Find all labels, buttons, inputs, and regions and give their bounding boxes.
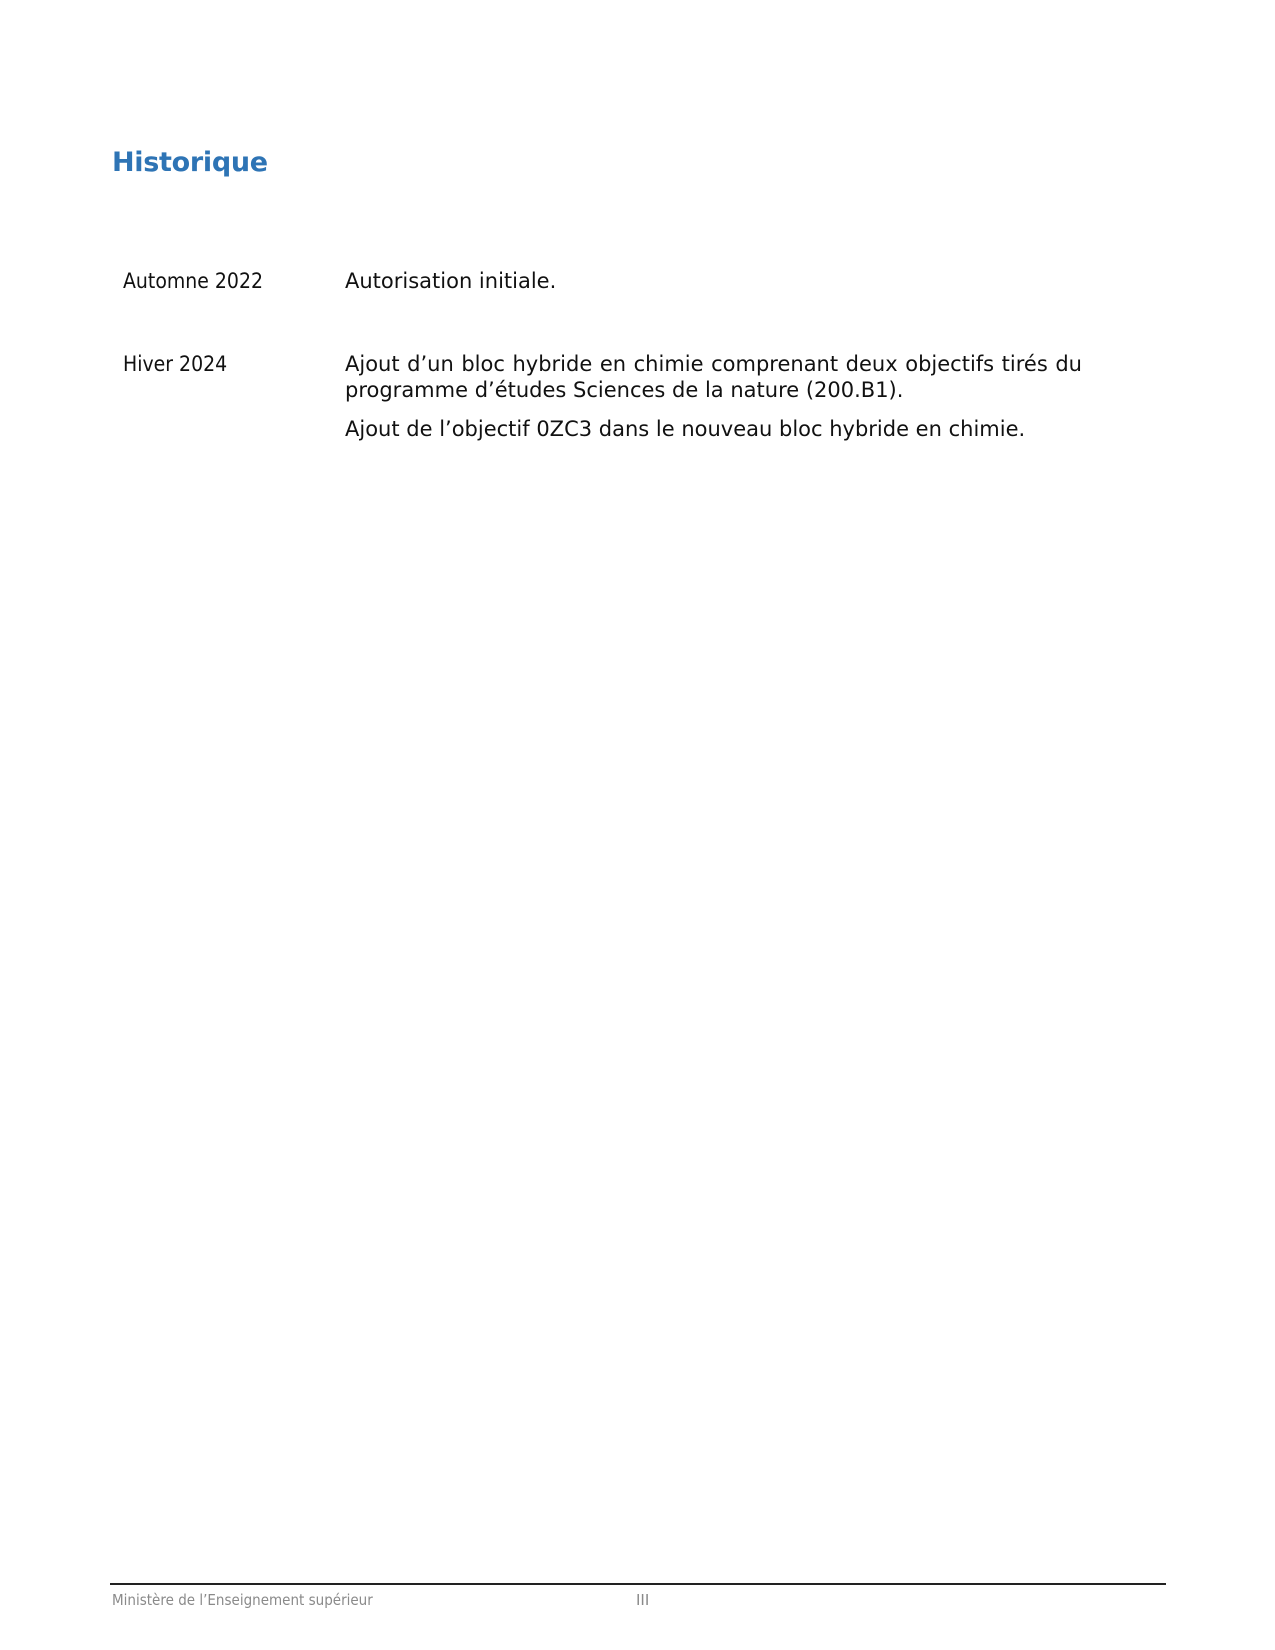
history-date: Automne 2022: [123, 269, 264, 293]
footer-divider: [110, 1583, 1166, 1585]
history-entry: Autorisation initiale.: [345, 269, 557, 293]
footer-page-number: III: [636, 1591, 650, 1609]
history-entry: Ajout d’un bloc hybride en chimie comprenant deux objectifs tirés du programme d’études Sciences de la nature (200.B1).: [345, 352, 1082, 402]
history-entry: Ajout de l’objectif 0ZC3 dans le nouveau bloc hybride en chimie.: [345, 417, 1026, 441]
history-date: Hiver 2024: [123, 352, 228, 376]
page-title: Historique: [112, 147, 268, 178]
history-description: [345, 351, 1082, 455]
footer-organization: Ministère de l’Enseignement supérieur: [112, 1591, 373, 1609]
history-description: [345, 268, 1082, 307]
